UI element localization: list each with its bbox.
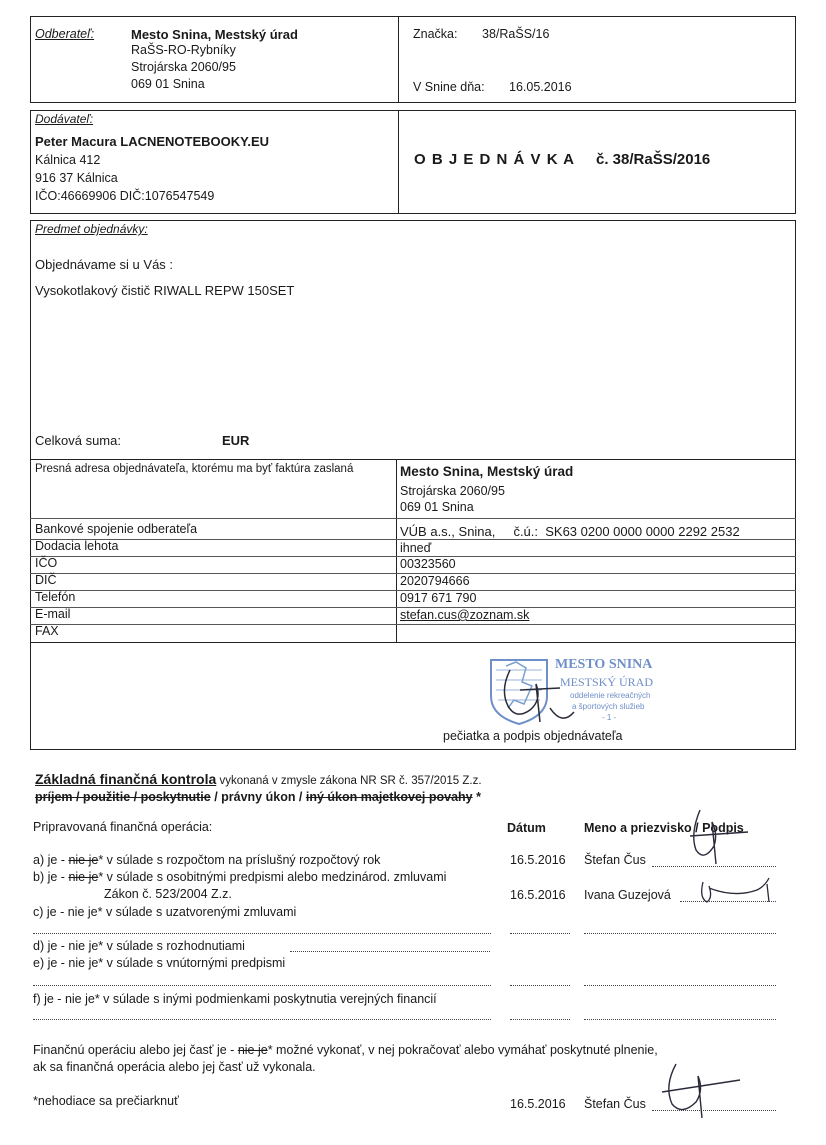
stamp-line1: MESTO SNINA	[555, 657, 653, 672]
item-b-cont: Zákon č. 523/2004 Z.z.	[104, 887, 232, 901]
e-dots-name	[584, 985, 776, 986]
c-dots	[33, 933, 491, 934]
stamp-line2: MESTSKÝ ÚRAD	[560, 675, 654, 689]
order-title: O B J E D N Á V K A	[414, 151, 575, 168]
row1-dots	[652, 866, 776, 867]
ico-value: 00323560	[400, 557, 456, 571]
e-dots	[33, 985, 491, 986]
control-line2-mid: / právny úkon /	[210, 790, 306, 804]
control-line2-strike2: iný úkon majetkovej povahy	[305, 790, 473, 804]
date-value: 16.05.2016	[509, 80, 572, 94]
order-number: č. 38/RaŠS/2016	[596, 151, 711, 168]
supplier-divider	[398, 110, 399, 214]
item-a-post: * v súlade s rozpočtom na príslušný rozpočtový rok	[98, 853, 381, 867]
header-divider	[398, 16, 399, 103]
row2-name: Ivana Guzejová	[584, 888, 671, 902]
ico-label: IČO	[35, 556, 58, 570]
dic-value: 2020794666	[400, 574, 470, 588]
item-e: e) je - nie je* v súlade s vnútornými predpismi	[33, 956, 286, 970]
final-line2: ak sa finančná operácia alebo jej časť už vykonala.	[33, 1060, 316, 1074]
final-name: Štefan Čus	[584, 1097, 646, 1111]
delivery-label: Dodacia lehota	[35, 539, 119, 553]
bank-value: VÚB a.s., Snina, č.ú.: SK63 0200 0000 0000 2292 2532	[400, 524, 740, 539]
signature-3	[695, 868, 775, 918]
item-b-post: * v súlade s osobitnými predpismi alebo medzinárod. zmluvami	[98, 870, 447, 884]
stamp-line5: - 1 -	[602, 713, 617, 722]
footnote: *nehodiace sa prečiarknuť	[33, 1094, 179, 1108]
signature-1	[490, 660, 580, 730]
subject-label: Predmet objednávky:	[35, 222, 148, 236]
dic-label: DIČ	[35, 573, 57, 587]
billing-name: Mesto Snina, Mestský úrad	[400, 464, 574, 479]
signature-4	[656, 1056, 746, 1122]
item-a	[33, 853, 380, 868]
f-dots-name	[584, 1019, 776, 1020]
final-line1	[33, 1043, 658, 1058]
row-line	[30, 624, 796, 625]
row1-date: 16.5.2016	[510, 853, 566, 867]
final-strike: nie je	[237, 1043, 268, 1057]
col-name: Meno a priezvisko / Podpis	[584, 821, 744, 835]
row-line	[30, 539, 796, 540]
date-label: V Snine dňa:	[413, 80, 485, 94]
billing-top-line	[30, 459, 796, 460]
billing-divider	[396, 459, 397, 642]
item-f: f) je - nie je* v súlade s inými podmienkami poskytnutia verejných financií	[33, 992, 437, 1006]
buyer-street: Strojárska 2060/95	[131, 60, 236, 74]
supplier-street: Kálnica 412	[35, 153, 101, 167]
stamp-area-line	[30, 642, 796, 643]
supplier-ids: IČO:46669906 DIČ:1076547549	[35, 189, 215, 203]
control-line2	[35, 790, 481, 805]
delivery-value: ihneď	[400, 541, 432, 555]
phone-label: Telefón	[35, 590, 76, 604]
subject-line1: Objednávame si u Vás :	[35, 257, 174, 272]
control-line2-end: *	[472, 790, 481, 804]
ref-value: 38/RaŠS/16	[482, 27, 550, 41]
f-dots-date	[510, 1019, 570, 1020]
supplier-city: 916 37 Kálnica	[35, 171, 118, 185]
signature-2	[670, 806, 754, 866]
buyer-city: 069 01 Snina	[131, 77, 205, 91]
stamp-line4: a športových služieb	[572, 702, 645, 711]
subject-line2: Vysokotlakový čistič RIWALL REPW 150SET	[35, 283, 295, 298]
total-currency: EUR	[222, 433, 250, 448]
item-c: c) je - nie je* v súlade s uzatvorenými zmluvami	[33, 905, 297, 919]
control-title-line	[35, 772, 482, 789]
final-pre: Finančnú operáciu alebo jej časť je -	[33, 1043, 238, 1057]
control-title: Základná finančná kontrola	[35, 771, 217, 787]
row-line	[30, 518, 796, 519]
item-b-pre: b) je -	[33, 870, 69, 884]
item-a-pre: a) je -	[33, 853, 69, 867]
col-date: Dátum	[507, 821, 546, 835]
ref-label: Značka:	[413, 27, 458, 41]
billing-label: Presná adresa objednávateľa, ktorému ma byť faktúra zaslaná	[35, 463, 354, 475]
final-date: 16.5.2016	[510, 1097, 566, 1111]
control-line2-strike: príjem / použitie / poskytnutie	[35, 790, 211, 804]
d-dots	[290, 951, 490, 952]
stamp-line3: oddelenie rekreačných	[570, 691, 651, 700]
item-a-strike: nie je	[68, 853, 99, 867]
billing-city: 069 01 Snina	[400, 500, 474, 514]
email-label: E-mail	[35, 607, 71, 621]
row1-name: Štefan Čus	[584, 853, 646, 867]
f-dots	[33, 1019, 491, 1020]
prepared-label: Pripravovaná finančná operácia:	[33, 820, 213, 834]
supplier-name: Peter Macura LACNENOTEBOOKY.EU	[35, 134, 270, 149]
stamp-caption: pečiatka a podpis objednávateľa	[443, 729, 623, 743]
bank-label: Bankové spojenie odberateľa	[35, 522, 198, 536]
email-value[interactable]: stefan.cus@zoznam.sk	[400, 608, 530, 622]
row2-date: 16.5.2016	[510, 888, 566, 902]
fax-label: FAX	[35, 624, 59, 638]
supplier-label: Dodávateľ:	[35, 112, 94, 126]
item-d: d) je - nie je* v súlade s rozhodnutiami	[33, 939, 245, 953]
buyer-name: Mesto Snina, Mestský úrad	[131, 27, 298, 42]
e-dots-date	[510, 985, 570, 986]
item-b	[33, 870, 446, 885]
buyer-dept: RaŠS-RO-Rybníky	[131, 43, 236, 57]
item-b-strike: nie je	[68, 870, 99, 884]
billing-street: Strojárska 2060/95	[400, 484, 505, 498]
total-label: Celková suma:	[35, 433, 121, 448]
c-dots-date	[510, 933, 570, 934]
control-title-suffix: vykonaná v zmysle zákona NR SR č. 357/2015 Z.z.	[216, 775, 482, 787]
final-post: * možné vykonať, v nej pokračovať alebo vymáhať poskytnuté plnenie,	[267, 1043, 658, 1057]
buyer-label: Odberateľ:	[35, 27, 95, 41]
phone-value: 0917 671 790	[400, 591, 477, 605]
c-dots-name	[584, 933, 776, 934]
